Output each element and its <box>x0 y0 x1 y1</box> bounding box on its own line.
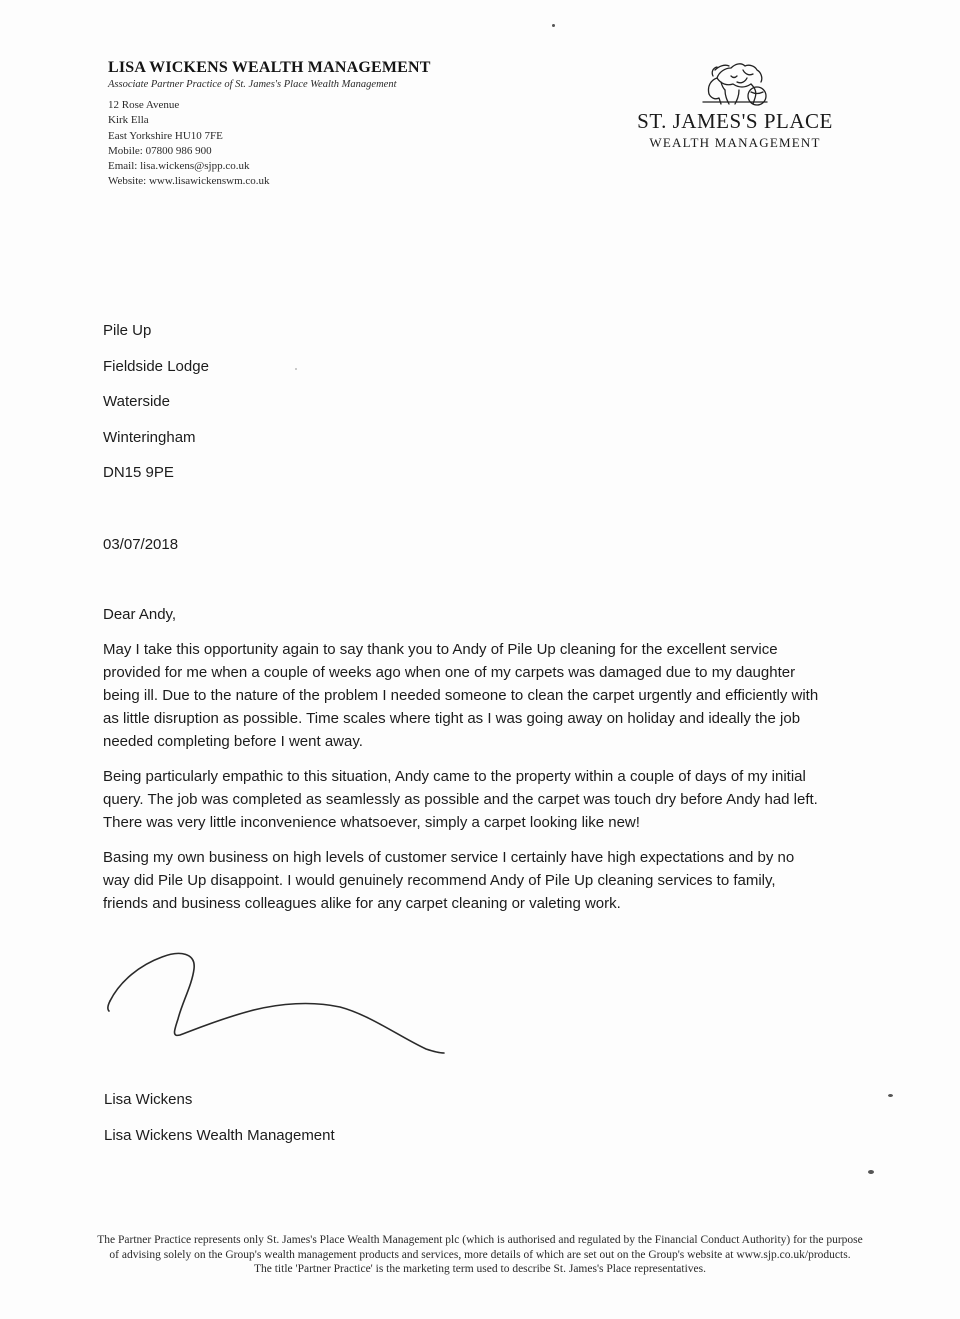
handwritten-signature <box>100 945 460 1065</box>
recipient-address-line: Fieldside Lodge <box>103 357 209 375</box>
brand-name: ST. JAMES'S PLACE <box>637 109 833 133</box>
sender-website: Website: www.lisawickenswm.co.uk <box>108 175 270 188</box>
signoff <box>104 1089 335 1161</box>
sender-letterhead <box>108 58 528 190</box>
scan-speck <box>888 1094 893 1097</box>
paragraph: May I take this opportunity again to say thank you to Andy of Pile Up cleaning for the excellent service provided for me when a couple of weeks ago when one of my carpets was damaged due to my daughter being ill. Due to the nature of the problem I needed someone to clean the carpet urgently and efficiently with as little disruption as possible. Time scales where tight as I was going away on holiday and ideally the job needed completing before I went away. <box>103 641 819 750</box>
scan-speck <box>552 24 555 27</box>
signoff-name: Lisa Wickens <box>104 1091 193 1108</box>
sender-tagline: Associate Partner Practice of St. James's Place Wealth Management <box>108 79 397 90</box>
lion-crest-icon <box>695 56 775 108</box>
sender-address-street: 12 Rose Avenue <box>108 99 180 111</box>
sender-email: Email: lisa.wickens@sjpp.co.uk <box>108 160 250 173</box>
paragraph: Being particularly empathic to this situation, Andy came to the property within a couple of days of my initial query. The job was completed as seamlessly as possible and the carpet was touch dry before Andy had left. There was very little inconvenience whatsoever, simply a carpet looking like new! <box>103 768 818 831</box>
letter-body <box>103 603 823 927</box>
recipient-address-line: Winteringham <box>103 428 196 446</box>
recipient-address-line: Waterside <box>103 393 170 410</box>
salutation: Dear Andy, <box>103 606 177 623</box>
recipient-address <box>103 320 209 498</box>
paragraph: Basing my own business on high levels of customer service I certainly have high expectations and by no way did Pile Up disappoint. I would genuinely recommend Andy of Pile Up cleaning services to family, friends and business colleagues alike for any carpet cleaning or valeting work. <box>103 849 795 912</box>
brand-logo <box>620 56 850 151</box>
sender-mobile: Mobile: 07800 986 900 <box>108 144 212 157</box>
sender-address-county: East Yorkshire HU10 7FE <box>108 129 223 142</box>
footer-line: of advising solely on the Group's wealth management products and services, more details of which are set out on the Group's website at www.sjp.co.uk/products. <box>109 1248 851 1261</box>
brand-subtitle: WEALTH MANAGEMENT <box>649 135 821 150</box>
scan-speck <box>295 368 297 370</box>
sender-company-name: LISA WICKENS WEALTH MANAGEMENT <box>108 59 431 76</box>
letter-date: 03/07/2018 <box>103 536 179 553</box>
footer-line: The title 'Partner Practice' is the marketing term used to describe St. James's Place representatives. <box>253 1263 706 1275</box>
regulatory-footer <box>30 1233 930 1277</box>
footer-line: The Partner Practice represents only St. James's Place Wealth Management plc (which is authorised and regulated by the Financial Conduct Authority) for the purpose <box>97 1234 863 1246</box>
scan-speck <box>868 1170 874 1174</box>
signoff-company: Lisa Wickens Wealth Management <box>104 1127 335 1144</box>
sender-address-town: Kirk Ella <box>108 114 149 127</box>
recipient-name: Pile Up <box>103 322 152 339</box>
recipient-postcode: DN15 9PE <box>103 464 174 481</box>
